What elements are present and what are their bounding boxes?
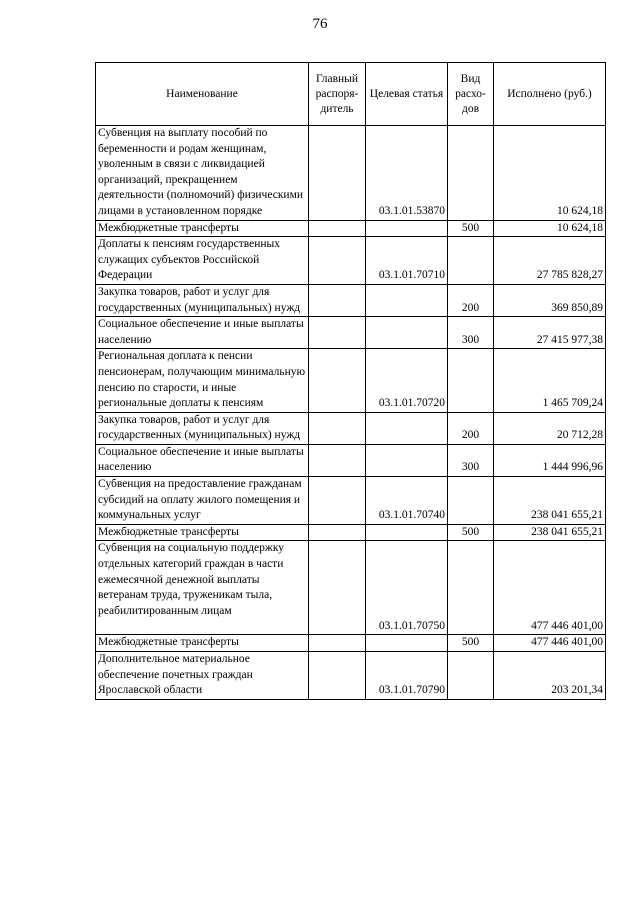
expenditure-table — [95, 62, 606, 700]
table-row — [96, 652, 606, 700]
header-kind: Вид расхо-дов — [448, 63, 494, 126]
row-kind: 200 — [448, 412, 494, 444]
row-target: 03.1.01.70790 — [366, 652, 448, 700]
page-number: 76 — [312, 16, 328, 32]
row-amount: 20 712,28 — [494, 412, 606, 444]
row-chief — [309, 477, 366, 525]
row-name-cell — [96, 541, 309, 635]
row-name: Региональная доплата к пенсии пенсионерам, получающим минимальную пенсию по старости, и иные региональные доплаты к пенсиям — [96, 349, 309, 412]
row-kind — [448, 349, 494, 412]
row-target — [366, 220, 448, 237]
row-amount: 203 201,34 — [494, 652, 606, 700]
table-header-row — [96, 63, 606, 126]
row-target: 03.1.01.70710 — [366, 237, 448, 285]
row-amount: 27 415 977,38 — [494, 317, 606, 349]
table-row — [96, 444, 606, 476]
row-target — [366, 524, 448, 541]
row-amount: 477 446 401,00 — [494, 541, 606, 635]
header-name: Наименование — [96, 63, 309, 126]
row-target — [366, 635, 448, 652]
row-amount: 10 624,18 — [494, 126, 606, 221]
table-row — [96, 220, 606, 237]
row-name: Субвенция на социальную поддержку отдельных категорий граждан в части ежемесячной денежной выплаты ветеранам труда, труженикам тыла, реабилитированным лицам — [98, 542, 285, 617]
row-kind: 200 — [448, 284, 494, 316]
row-name: Субвенция на предоставление гражданам субсидий на оплату жилого помещения и коммунальных услуг — [96, 477, 309, 525]
row-name: Закупка товаров, работ и услуг для государственных (муниципальных) нужд — [96, 412, 309, 444]
row-chief — [309, 349, 366, 412]
row-kind: 300 — [448, 317, 494, 349]
row-chief — [309, 237, 366, 285]
table-row — [96, 284, 606, 316]
row-chief — [309, 541, 366, 635]
row-kind: 500 — [448, 635, 494, 652]
row-kind: 500 — [448, 220, 494, 237]
row-chief — [309, 317, 366, 349]
row-name: Социальное обеспечение и иные выплаты населению — [96, 444, 309, 476]
row-target: 03.1.01.70720 — [366, 349, 448, 412]
table-row — [96, 524, 606, 541]
row-name: Дополнительное материальное обеспечение почетных граждан Ярославской области — [96, 652, 309, 700]
header-chief: Главный распоря-дитель — [309, 63, 366, 126]
row-chief — [309, 524, 366, 541]
row-kind — [448, 652, 494, 700]
row-target — [366, 444, 448, 476]
row-kind — [448, 477, 494, 525]
row-chief — [309, 220, 366, 237]
row-kind — [448, 541, 494, 635]
row-target: 03.1.01.70750 — [366, 541, 448, 635]
row-kind: 500 — [448, 524, 494, 541]
row-amount: 10 624,18 — [494, 220, 606, 237]
row-name: Доплаты к пенсиям государственных служащих субъектов Российской Федерации — [96, 237, 309, 285]
header-target: Целевая статья — [366, 63, 448, 126]
table-row — [96, 349, 606, 412]
row-kind: 300 — [448, 444, 494, 476]
row-amount: 27 785 828,27 — [494, 237, 606, 285]
row-chief — [309, 126, 366, 221]
row-chief — [309, 444, 366, 476]
row-target: 03.1.01.70740 — [366, 477, 448, 525]
table-row — [96, 477, 606, 525]
row-amount: 238 041 655,21 — [494, 477, 606, 525]
row-chief — [309, 652, 366, 700]
row-name: Субвенция на выплату пособий по беременности и родам женщинам, уволенным в связи с ликвидацией организаций, прекращением деятельности (полномочий) физическими лицами в установленном порядке — [96, 126, 309, 221]
row-chief — [309, 284, 366, 316]
row-name: Социальное обеспечение и иные выплаты населению — [96, 317, 309, 349]
row-name: Межбюджетные трансферты — [96, 220, 309, 237]
table-row — [96, 635, 606, 652]
row-name: Закупка товаров, работ и услуг для государственных (муниципальных) нужд — [96, 284, 309, 316]
row-chief — [309, 635, 366, 652]
row-name: Межбюджетные трансферты — [96, 635, 309, 652]
table-body — [96, 126, 606, 700]
row-kind — [448, 126, 494, 221]
row-chief — [309, 412, 366, 444]
row-amount: 238 041 655,21 — [494, 524, 606, 541]
row-amount: 477 446 401,00 — [494, 635, 606, 652]
row-amount: 1 465 709,24 — [494, 349, 606, 412]
row-target — [366, 317, 448, 349]
table-row — [96, 317, 606, 349]
row-kind — [448, 237, 494, 285]
table-row — [96, 541, 606, 635]
row-name: Межбюджетные трансферты — [96, 524, 309, 541]
row-amount: 1 444 996,96 — [494, 444, 606, 476]
row-target: 03.1.01.53870 — [366, 126, 448, 221]
row-target — [366, 284, 448, 316]
table-row — [96, 237, 606, 285]
table-row — [96, 412, 606, 444]
table-row — [96, 126, 606, 221]
row-amount: 369 850,89 — [494, 284, 606, 316]
header-amount: Исполнено (руб.) — [494, 63, 606, 126]
row-target — [366, 412, 448, 444]
